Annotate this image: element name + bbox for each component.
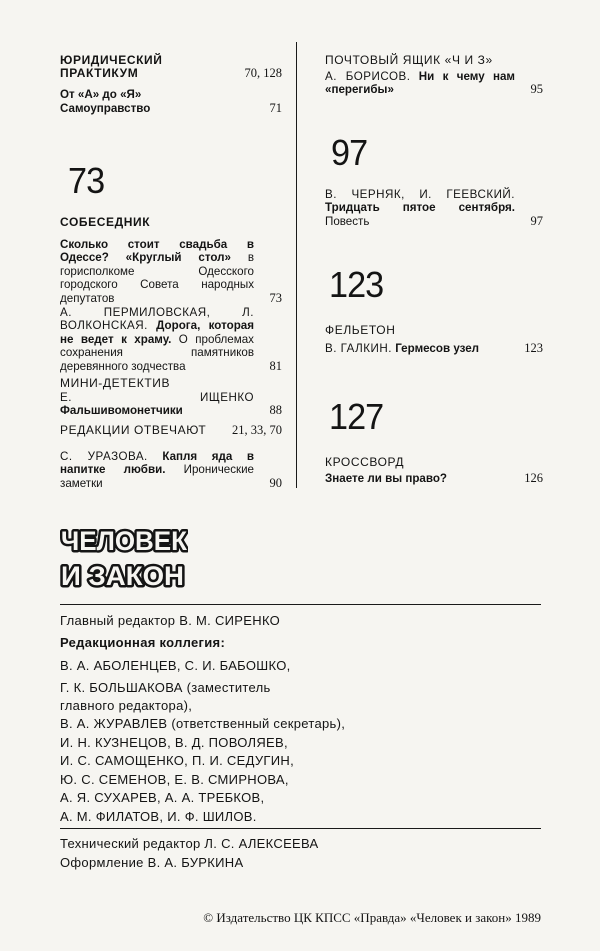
page-number: 73 [269,290,282,305]
page-number: 71 [269,101,282,115]
technical-editor: Технический редактор Л. С. АЛЕКСЕЕВА [60,836,319,851]
page-number: 88 [269,403,282,418]
article-title: Знаете ли вы право? [325,472,447,485]
page-number: 126 [524,471,543,485]
article-author: А. БОРИСОВ. [325,70,411,83]
section-heading: ФЕЛЬЕТОН [325,323,396,337]
article-author: С. УРАЗОВА. [60,450,148,463]
chief-editor: Главный редактор В. М. СИРЕНКО [60,613,281,628]
article-title: Ни к чему нам «перегибы» [325,70,515,97]
editorial-board-title: Редакционная коллегия: [60,635,226,650]
section-number-127: 127 [329,396,384,437]
section-heading: КРОССВОРД [325,455,405,469]
section-heading: СОБЕСЕДНИК [60,215,151,229]
toc-entry-mailbox [325,54,543,67]
section-heading: МИНИ-ДЕТЕКТИВ [60,376,171,390]
page-number: 97 [530,213,543,228]
toc-entry-thirty-fifth-september [325,188,543,228]
page-numbers: 70, 128 [244,66,282,81]
article-title: От «А» до «Я» [60,88,142,101]
copyright-line: © Издательство ЦК КПСС «Правда» «Человек и закон» 1989 [203,910,541,925]
column-divider [296,42,297,488]
toc-entry-crossword [325,456,543,469]
divider-rule-bottom [60,828,541,829]
board-member-line: А. Я. СУХАРЕВ, А. А. ТРЕБКОВ, [60,790,265,805]
article-title: Дорога, которая не ведет к храму. [60,319,254,346]
page-numbers: 21, 33, 70 [232,423,282,438]
section-number-97: 97 [331,132,368,173]
board-member-line: Ю. С. СЕМЕНОВ, Е. В. СМИРНОВА, [60,772,289,787]
toc-entry-wooden-church [60,306,282,373]
toc-entry-samoupravstvo [60,102,282,115]
toc-entry-mini-detective [60,377,282,390]
article-description: в горисполкоме Одесского городского Совета народных депутатов [60,251,254,305]
section-heading: ПОЧТОВЫЙ ЯЩИК «Ч И З» [325,53,493,67]
page-number: 90 [269,475,282,490]
board-member-line: И. С. САМОЩЕНКО, П. И. СЕДУГИН, [60,753,294,768]
article-title: Тридцать пятое сентября. [325,201,515,215]
toc-entry-wedding-odessa [60,238,282,305]
board-member-line: Г. К. БОЛЬШАКОВА (заместитель [60,680,271,695]
board-member-line: главного редактора), [60,698,193,713]
logo-line-1: ЧЕЛОВЕК [61,526,188,556]
page-number: 123 [524,341,543,355]
toc-entry-poison-drop [60,450,282,490]
article-description: Иронические заметки [60,463,254,490]
article-title: Сколько стоит свадьба в Одессе? «Круглый стол» [60,238,254,265]
board-member-line: А. М. ФИЛАТОВ, И. Ф. ШИЛОВ. [60,809,257,824]
article-title: Капля яда в напитке любви. [60,450,254,477]
article-description: О проблемах сохранения памятников деревянного зодчества [60,332,254,373]
toc-entry-know-your-rights [325,472,543,485]
board-member-line: И. Н. КУЗНЕЦОВ, В. Д. ПОВОЛЯЕВ, [60,735,288,750]
logo-line-2: И ЗАКОН [61,561,184,591]
toc-entry-sobesednik [60,216,282,229]
section-heading: РЕДАКЦИИ ОТВЕЧАЮТ [60,423,207,437]
toc-entry-a-to-ya [60,88,282,101]
article-author: В. ЧЕРНЯК, И. ГЕЕВСКИЙ. [325,188,515,201]
board-member-line: В. А. АБОЛЕНЦЕВ, С. И. БАБОШКО, [60,658,291,673]
toc-entry-editors-reply [60,424,282,437]
section-number-73: 73 [68,160,105,201]
section-number-123: 123 [329,264,384,305]
article-title: Фальшивомонетчики [60,404,183,418]
article-title: Самоуправство [60,102,151,115]
magazine-logo [60,519,188,591]
divider-rule-top [60,604,541,605]
article-title: Гермесов узел [395,342,480,355]
page-number: 81 [269,358,282,373]
article-description: Повесть [325,214,370,228]
board-member-line: В. А. ЖУРАВЛЕВ (ответственный секретарь), [60,716,346,731]
toc-entry-no-excess [325,70,543,97]
design-credit: Оформление В. А. БУРКИНА [60,855,244,870]
page-number: 95 [530,82,543,97]
toc-entry-feuilleton [325,324,543,337]
article-author: А. ПЕРМИЛОВСКАЯ, Л. ВОЛКОНСКАЯ. [60,306,254,333]
article-author: Е. ИЩЕНКО [60,391,254,404]
toc-entry-counterfeiters [60,391,282,418]
toc-entry-legal-practicum [60,54,282,81]
article-author: В. ГАЛКИН. [325,342,392,355]
toc-entry-hermes-knot [325,342,543,355]
section-heading: ЮРИДИЧЕСКИЙ ПРАКТИКУМ [60,53,163,81]
